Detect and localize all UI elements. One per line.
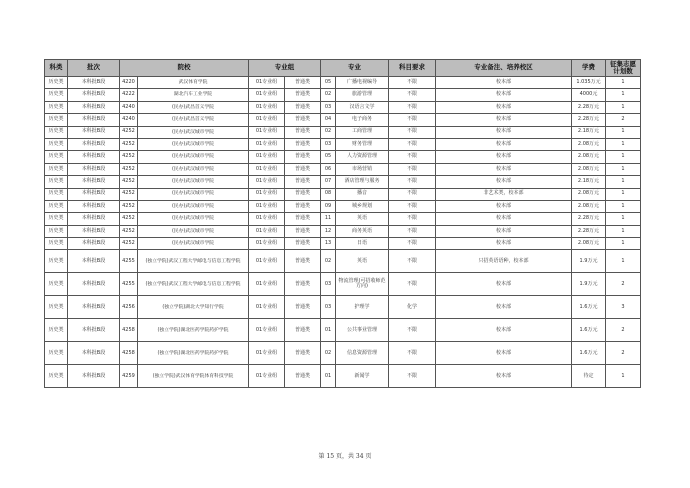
cell-school-code: 4240 — [120, 101, 138, 113]
cell-major-code: 01 — [321, 365, 336, 388]
cell-category: 普通类 — [285, 296, 321, 319]
cell-school-code: 4259 — [120, 365, 138, 388]
cell-plan-count: 1 — [606, 151, 641, 163]
cell-major-code: 07 — [321, 176, 336, 188]
cell-subject-type: 历史类 — [45, 238, 68, 250]
cell-category: 普通类 — [285, 200, 321, 212]
cell-subject-requirement: 不限 — [389, 213, 436, 225]
cell-batch: 本科批B段 — [68, 114, 120, 126]
cell-subject-type: 历史类 — [45, 200, 68, 212]
cell-major-name: 公共事业管理 — [336, 319, 389, 342]
cell-major-group: 01专业组 — [249, 89, 285, 101]
cell-batch: 本科批B段 — [68, 176, 120, 188]
cell-subject-requirement: 化学 — [389, 296, 436, 319]
cell-batch: 本科批B段 — [68, 319, 120, 342]
cell-major-group: 01专业组 — [249, 77, 285, 89]
cell-major-code: 03 — [321, 296, 336, 319]
cell-major-code: 12 — [321, 225, 336, 237]
cell-major-name: 播音 — [336, 188, 389, 200]
cell-major-name: 信息资源管理 — [336, 342, 389, 365]
cell-school-code: 4222 — [120, 89, 138, 101]
cell-plan-count: 1 — [606, 250, 641, 273]
cell-batch: 本科批B段 — [68, 126, 120, 138]
cell-major-group: 01专业组 — [249, 296, 285, 319]
cell-batch: 本科批B段 — [68, 77, 120, 89]
cell-remarks: 校本部 — [436, 200, 572, 212]
cell-school-name: (独立学院)武汉体育学院体育科技学院 — [138, 365, 249, 388]
table-row — [45, 101, 641, 113]
cell-school-name: (民办)武汉城市学院 — [138, 238, 249, 250]
cell-remarks: 校本部 — [436, 365, 572, 388]
cell-major-name: 城乡规划 — [336, 200, 389, 212]
cell-subject-type: 历史类 — [45, 319, 68, 342]
cell-tuition: 2.28万元 — [572, 101, 606, 113]
cell-category: 普通类 — [285, 342, 321, 365]
cell-major-group: 01专业组 — [249, 126, 285, 138]
cell-subject-requirement: 不限 — [389, 250, 436, 273]
header-school: 院校 — [120, 60, 249, 77]
cell-major-name: 人力资源管理 — [336, 151, 389, 163]
cell-major-group: 01专业组 — [249, 114, 285, 126]
cell-school-name: (民办)武汉城市学院 — [138, 213, 249, 225]
table-row — [45, 138, 641, 150]
cell-major-code: 03 — [321, 138, 336, 150]
cell-batch: 本科批B段 — [68, 250, 120, 273]
cell-major-code: 06 — [321, 163, 336, 175]
cell-category: 普通类 — [285, 77, 321, 89]
cell-subject-type: 历史类 — [45, 126, 68, 138]
cell-major-group: 01专业组 — [249, 342, 285, 365]
cell-subject-type: 历史类 — [45, 151, 68, 163]
cell-batch: 本科批B段 — [68, 101, 120, 113]
cell-tuition: 4000元 — [572, 89, 606, 101]
cell-subject-requirement: 不限 — [389, 342, 436, 365]
cell-school-code: 4252 — [120, 238, 138, 250]
cell-batch: 本科批B段 — [68, 200, 120, 212]
cell-subject-type: 历史类 — [45, 273, 68, 296]
cell-tuition: 2.28万元 — [572, 213, 606, 225]
cell-major-name: 英语 — [336, 213, 389, 225]
header-major-group: 专业组 — [249, 60, 321, 77]
cell-subject-type: 历史类 — [45, 365, 68, 388]
cell-school-name: (民办)武汉城市学院 — [138, 138, 249, 150]
table-row — [45, 126, 641, 138]
cell-school-name: (独立学院)武汉工程大学邮电与信息工程学院 — [138, 250, 249, 273]
cell-tuition: 2.18万元 — [572, 126, 606, 138]
cell-subject-requirement: 不限 — [389, 77, 436, 89]
cell-plan-count: 1 — [606, 138, 641, 150]
cell-plan-count: 1 — [606, 176, 641, 188]
cell-plan-count: 1 — [606, 188, 641, 200]
cell-plan-count: 1 — [606, 200, 641, 212]
table-row — [45, 342, 641, 365]
cell-batch: 本科批B段 — [68, 163, 120, 175]
cell-remarks: 只招英语语种，校本部 — [436, 250, 572, 273]
cell-major-name: 新闻学 — [336, 365, 389, 388]
cell-plan-count: 1 — [606, 89, 641, 101]
cell-major-name: 汉语言文学 — [336, 101, 389, 113]
cell-school-name: (民办)武昌首义学院 — [138, 114, 249, 126]
cell-plan-count: 1 — [606, 225, 641, 237]
cell-major-group: 01专业组 — [249, 163, 285, 175]
cell-batch: 本科批B段 — [68, 296, 120, 319]
cell-remarks: 校本部 — [436, 176, 572, 188]
cell-school-name: (独立学院)武汉工程大学邮电与信息工程学院 — [138, 273, 249, 296]
header-subject-type: 科类 — [45, 60, 68, 77]
cell-tuition: 2.08万元 — [572, 200, 606, 212]
cell-batch: 本科批B段 — [68, 365, 120, 388]
table-row — [45, 319, 641, 342]
cell-category: 普通类 — [285, 114, 321, 126]
cell-subject-type: 历史类 — [45, 342, 68, 365]
cell-subject-type: 历史类 — [45, 250, 68, 273]
cell-plan-count: 2 — [606, 319, 641, 342]
cell-category: 普通类 — [285, 89, 321, 101]
table-row — [45, 273, 641, 296]
admission-table-container — [44, 59, 641, 388]
cell-tuition: 1.6万元 — [572, 342, 606, 365]
cell-tuition: 1.035万元 — [572, 77, 606, 89]
cell-major-code: 02 — [321, 89, 336, 101]
cell-major-name: 酒店管理与服务 — [336, 176, 389, 188]
cell-major-group: 01专业组 — [249, 213, 285, 225]
cell-batch: 本科批B段 — [68, 138, 120, 150]
header-plan-count: 征集志愿计划数 — [606, 60, 641, 77]
cell-subject-type: 历史类 — [45, 163, 68, 175]
cell-category: 普通类 — [285, 319, 321, 342]
cell-major-name: 市场营销 — [336, 163, 389, 175]
cell-tuition: 2.08万元 — [572, 238, 606, 250]
cell-subject-type: 历史类 — [45, 213, 68, 225]
cell-major-name: 护理学 — [336, 296, 389, 319]
cell-school-code: 4252 — [120, 126, 138, 138]
cell-subject-type: 历史类 — [45, 101, 68, 113]
cell-major-code: 05 — [321, 151, 336, 163]
cell-subject-requirement: 不限 — [389, 163, 436, 175]
cell-tuition: 1.9万元 — [572, 273, 606, 296]
cell-remarks: 校本部 — [436, 77, 572, 89]
cell-remarks: 校本部 — [436, 126, 572, 138]
cell-major-group: 01专业组 — [249, 188, 285, 200]
cell-school-name: (民办)武汉城市学院 — [138, 151, 249, 163]
table-row — [45, 238, 641, 250]
cell-subject-requirement: 不限 — [389, 101, 436, 113]
header-subject-requirement: 科目要求 — [389, 60, 436, 77]
cell-subject-requirement: 不限 — [389, 273, 436, 296]
cell-school-name: (民办)武汉城市学院 — [138, 163, 249, 175]
cell-major-code: 02 — [321, 342, 336, 365]
cell-school-name: (独立学院)湖北医药学院药护学院 — [138, 342, 249, 365]
cell-batch: 本科批B段 — [68, 151, 120, 163]
cell-school-name: (独立学院)湖北医药学院药护学院 — [138, 319, 249, 342]
cell-batch: 本科批B段 — [68, 188, 120, 200]
cell-subject-requirement: 不限 — [389, 89, 436, 101]
cell-plan-count: 3 — [606, 296, 641, 319]
cell-major-code: 13 — [321, 238, 336, 250]
cell-subject-type: 历史类 — [45, 225, 68, 237]
cell-subject-type: 历史类 — [45, 89, 68, 101]
cell-plan-count: 1 — [606, 238, 641, 250]
cell-school-name: (民办)武汉城市学院 — [138, 176, 249, 188]
cell-plan-count: 1 — [606, 213, 641, 225]
cell-batch: 本科批B段 — [68, 273, 120, 296]
cell-remarks: 校本部 — [436, 296, 572, 319]
cell-major-code: 01 — [321, 319, 336, 342]
cell-major-name: 商务英语 — [336, 225, 389, 237]
cell-tuition: 1.6万元 — [572, 296, 606, 319]
cell-category: 普通类 — [285, 138, 321, 150]
cell-major-code: 03 — [321, 273, 336, 296]
header-major: 专业 — [321, 60, 389, 77]
table-row — [45, 213, 641, 225]
cell-batch: 本科批B段 — [68, 225, 120, 237]
cell-school-code: 4240 — [120, 114, 138, 126]
table-row — [45, 225, 641, 237]
cell-subject-requirement: 不限 — [389, 188, 436, 200]
cell-subject-requirement: 不限 — [389, 114, 436, 126]
cell-subject-type: 历史类 — [45, 176, 68, 188]
cell-plan-count: 2 — [606, 273, 641, 296]
cell-subject-requirement: 不限 — [389, 126, 436, 138]
cell-major-name: 电子商务 — [336, 114, 389, 126]
cell-major-code: 08 — [321, 188, 336, 200]
cell-major-group: 01专业组 — [249, 225, 285, 237]
cell-major-group: 01专业组 — [249, 273, 285, 296]
cell-plan-count: 1 — [606, 163, 641, 175]
cell-school-name: (独立学院)湖北大学知行学院 — [138, 296, 249, 319]
cell-major-name: 英语 — [336, 250, 389, 273]
cell-major-code: 03 — [321, 101, 336, 113]
cell-major-group: 01专业组 — [249, 151, 285, 163]
cell-category: 普通类 — [285, 225, 321, 237]
cell-subject-requirement: 不限 — [389, 200, 436, 212]
cell-category: 普通类 — [285, 126, 321, 138]
cell-school-code: 4252 — [120, 225, 138, 237]
cell-tuition: 2.28万元 — [572, 225, 606, 237]
cell-plan-count: 1 — [606, 101, 641, 113]
cell-major-group: 01专业组 — [249, 238, 285, 250]
cell-remarks: 校本部 — [436, 89, 572, 101]
cell-major-code: 02 — [321, 250, 336, 273]
cell-tuition: 待定 — [572, 365, 606, 388]
cell-subject-type: 历史类 — [45, 138, 68, 150]
cell-plan-count: 1 — [606, 365, 641, 388]
cell-category: 普通类 — [285, 101, 321, 113]
cell-major-code: 05 — [321, 77, 336, 89]
cell-category: 普通类 — [285, 176, 321, 188]
cell-category: 普通类 — [285, 163, 321, 175]
cell-remarks: 校本部 — [436, 151, 572, 163]
cell-school-code: 4252 — [120, 138, 138, 150]
cell-remarks: 校本部 — [436, 273, 572, 296]
cell-subject-requirement: 不限 — [389, 225, 436, 237]
cell-major-name: 工商管理 — [336, 126, 389, 138]
cell-remarks: 校本部 — [436, 213, 572, 225]
cell-batch: 本科批B段 — [68, 213, 120, 225]
cell-school-code: 4252 — [120, 200, 138, 212]
cell-school-name: (民办)武汉城市学院 — [138, 225, 249, 237]
header-batch: 批次 — [68, 60, 120, 77]
header-row — [45, 60, 641, 77]
cell-major-group: 01专业组 — [249, 176, 285, 188]
cell-subject-type: 历史类 — [45, 296, 68, 319]
page-footer: 第 15 页，共 34 页 — [318, 453, 372, 460]
cell-remarks: 校本部 — [436, 101, 572, 113]
cell-school-name: (民办)武汉城市学院 — [138, 188, 249, 200]
cell-school-code: 4255 — [120, 250, 138, 273]
cell-tuition: 2.28万元 — [572, 114, 606, 126]
cell-subject-type: 历史类 — [45, 188, 68, 200]
cell-major-group: 01专业组 — [249, 200, 285, 212]
cell-category: 普通类 — [285, 238, 321, 250]
cell-batch: 本科批B段 — [68, 342, 120, 365]
cell-subject-requirement: 不限 — [389, 138, 436, 150]
cell-major-group: 01专业组 — [249, 250, 285, 273]
cell-major-name: 物流管理(可招收师范方向) — [336, 273, 389, 296]
table-row — [45, 188, 641, 200]
cell-school-code: 4252 — [120, 188, 138, 200]
cell-tuition: 2.18万元 — [572, 176, 606, 188]
cell-subject-type: 历史类 — [45, 77, 68, 89]
cell-school-code: 4255 — [120, 273, 138, 296]
table-row — [45, 365, 641, 388]
header-remarks: 专业备注、培养校区 — [436, 60, 572, 77]
cell-plan-count: 2 — [606, 342, 641, 365]
cell-major-code: 09 — [321, 200, 336, 212]
cell-major-group: 01专业组 — [249, 319, 285, 342]
table-row — [45, 250, 641, 273]
cell-remarks: 校本部 — [436, 138, 572, 150]
cell-major-code: 02 — [321, 126, 336, 138]
table-body — [45, 77, 641, 388]
table-row — [45, 151, 641, 163]
admission-table — [44, 59, 641, 388]
cell-remarks: 校本部 — [436, 163, 572, 175]
cell-category: 普通类 — [285, 188, 321, 200]
cell-school-code: 4252 — [120, 213, 138, 225]
cell-category: 普通类 — [285, 250, 321, 273]
cell-batch: 本科批B段 — [68, 89, 120, 101]
cell-school-code: 4220 — [120, 77, 138, 89]
cell-tuition: 2.08万元 — [572, 163, 606, 175]
cell-remarks: 校本部 — [436, 225, 572, 237]
cell-school-code: 4256 — [120, 296, 138, 319]
cell-school-name: (民办)武昌首义学院 — [138, 101, 249, 113]
cell-major-name: 财务管理 — [336, 138, 389, 150]
cell-tuition: 2.08万元 — [572, 188, 606, 200]
cell-remarks: 校本部 — [436, 238, 572, 250]
table-row — [45, 163, 641, 175]
cell-plan-count: 1 — [606, 77, 641, 89]
cell-remarks: 校本部 — [436, 114, 572, 126]
cell-remarks: 非艺术类，校本部 — [436, 188, 572, 200]
cell-major-code: 11 — [321, 213, 336, 225]
cell-subject-type: 历史类 — [45, 114, 68, 126]
cell-tuition: 1.9万元 — [572, 250, 606, 273]
cell-major-name: 日语 — [336, 238, 389, 250]
cell-plan-count: 1 — [606, 126, 641, 138]
cell-major-group: 01专业组 — [249, 365, 285, 388]
cell-remarks: 校本部 — [436, 319, 572, 342]
cell-category: 普通类 — [285, 273, 321, 296]
cell-category: 普通类 — [285, 365, 321, 388]
table-row — [45, 200, 641, 212]
cell-school-code: 4252 — [120, 151, 138, 163]
cell-school-name: 湖北汽车工业学院 — [138, 89, 249, 101]
cell-major-group: 01专业组 — [249, 138, 285, 150]
table-row — [45, 77, 641, 89]
cell-subject-requirement: 不限 — [389, 151, 436, 163]
cell-subject-requirement: 不限 — [389, 238, 436, 250]
cell-category: 普通类 — [285, 213, 321, 225]
cell-remarks: 校本部 — [436, 342, 572, 365]
header-tuition: 学费 — [572, 60, 606, 77]
cell-category: 普通类 — [285, 151, 321, 163]
cell-batch: 本科批B段 — [68, 238, 120, 250]
table-row — [45, 296, 641, 319]
cell-school-code: 4258 — [120, 342, 138, 365]
cell-school-name: (民办)武汉城市学院 — [138, 126, 249, 138]
cell-major-name: 广播电视编导 — [336, 77, 389, 89]
cell-subject-requirement: 不限 — [389, 365, 436, 388]
cell-school-code: 4258 — [120, 319, 138, 342]
cell-tuition: 1.6万元 — [572, 319, 606, 342]
cell-subject-requirement: 不限 — [389, 176, 436, 188]
cell-school-name: (民办)武汉城市学院 — [138, 200, 249, 212]
cell-tuition: 2.08万元 — [572, 151, 606, 163]
cell-major-code: 04 — [321, 114, 336, 126]
table-row — [45, 89, 641, 101]
table-row — [45, 176, 641, 188]
cell-tuition: 2.08万元 — [572, 138, 606, 150]
cell-school-name: 武汉体育学院 — [138, 77, 249, 89]
cell-major-group: 01专业组 — [249, 101, 285, 113]
cell-school-code: 4252 — [120, 176, 138, 188]
cell-plan-count: 2 — [606, 114, 641, 126]
cell-major-name: 旅游管理 — [336, 89, 389, 101]
cell-subject-requirement: 不限 — [389, 319, 436, 342]
table-row — [45, 114, 641, 126]
cell-school-code: 4252 — [120, 163, 138, 175]
